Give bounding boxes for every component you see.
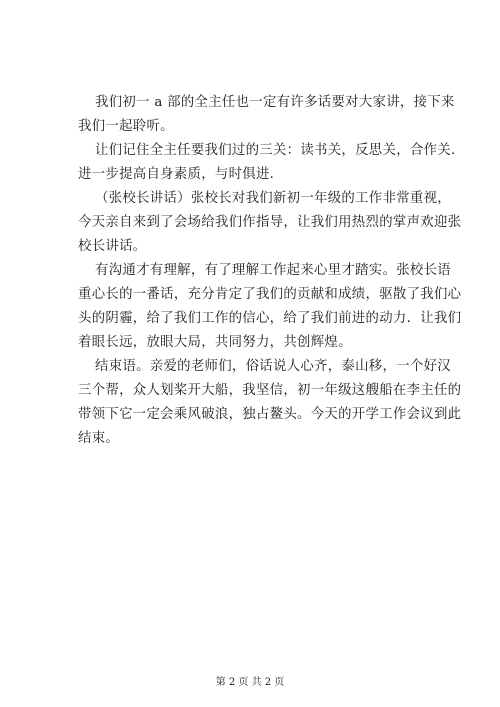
paragraph-line: 今天亲自来到了会场给我们作指导，让我们用热烈的掌声欢迎张	[78, 215, 462, 230]
paragraph-line: 我们初一 a 部的全主任也一定有许多话要对大家讲，接下来	[95, 95, 455, 110]
paragraph-line: 有沟通才有理解，有了理解工作起来心里才踏实。张校长语	[95, 263, 451, 278]
paragraph-2	[78, 139, 465, 187]
paragraph-1	[78, 91, 455, 139]
paragraph-3	[78, 187, 462, 259]
paragraph-4	[78, 259, 462, 355]
paragraph-line: （张校长讲话）张校长对我们新初一年级的工作非常重视，	[95, 191, 451, 206]
paragraph-5	[78, 355, 462, 451]
paragraph-line: 校长讲话。	[78, 239, 147, 254]
paragraph-line: 进一步提高自身素质，与时俱进．	[78, 167, 284, 182]
paragraph-line: 着眼长远，放眼大局，共同努力，共创辉煌。	[78, 335, 352, 350]
document-body	[78, 91, 465, 451]
paragraph-line: 结束。	[78, 431, 120, 446]
paragraph-line: 三个帮，众人划桨开大船，我坚信，初一年级这艘船在李主任的	[78, 383, 462, 398]
page-footer	[0, 676, 500, 690]
page-number: 第 2 页 共 2 页	[215, 677, 285, 688]
paragraph-line: 重心长的一番话，充分肯定了我们的贡献和成绩，驱散了我们心	[78, 287, 462, 302]
paragraph-line: 让们记住全主任要我们过的三关：读书关，反思关，合作关．	[95, 143, 465, 158]
paragraph-line: 我们一起聆听。	[78, 119, 174, 134]
paragraph-line: 结束语。亲爱的老师们，俗话说人心齐，泰山移，一个好汉	[95, 359, 451, 374]
paragraph-line: 头的阴霾，给了我们工作的信心，给了我们前进的动力．让我们	[78, 311, 462, 326]
paragraph-line: 带领下它一定会乘风破浪，独占鳌头。今天的开学工作会议到此	[78, 407, 462, 422]
